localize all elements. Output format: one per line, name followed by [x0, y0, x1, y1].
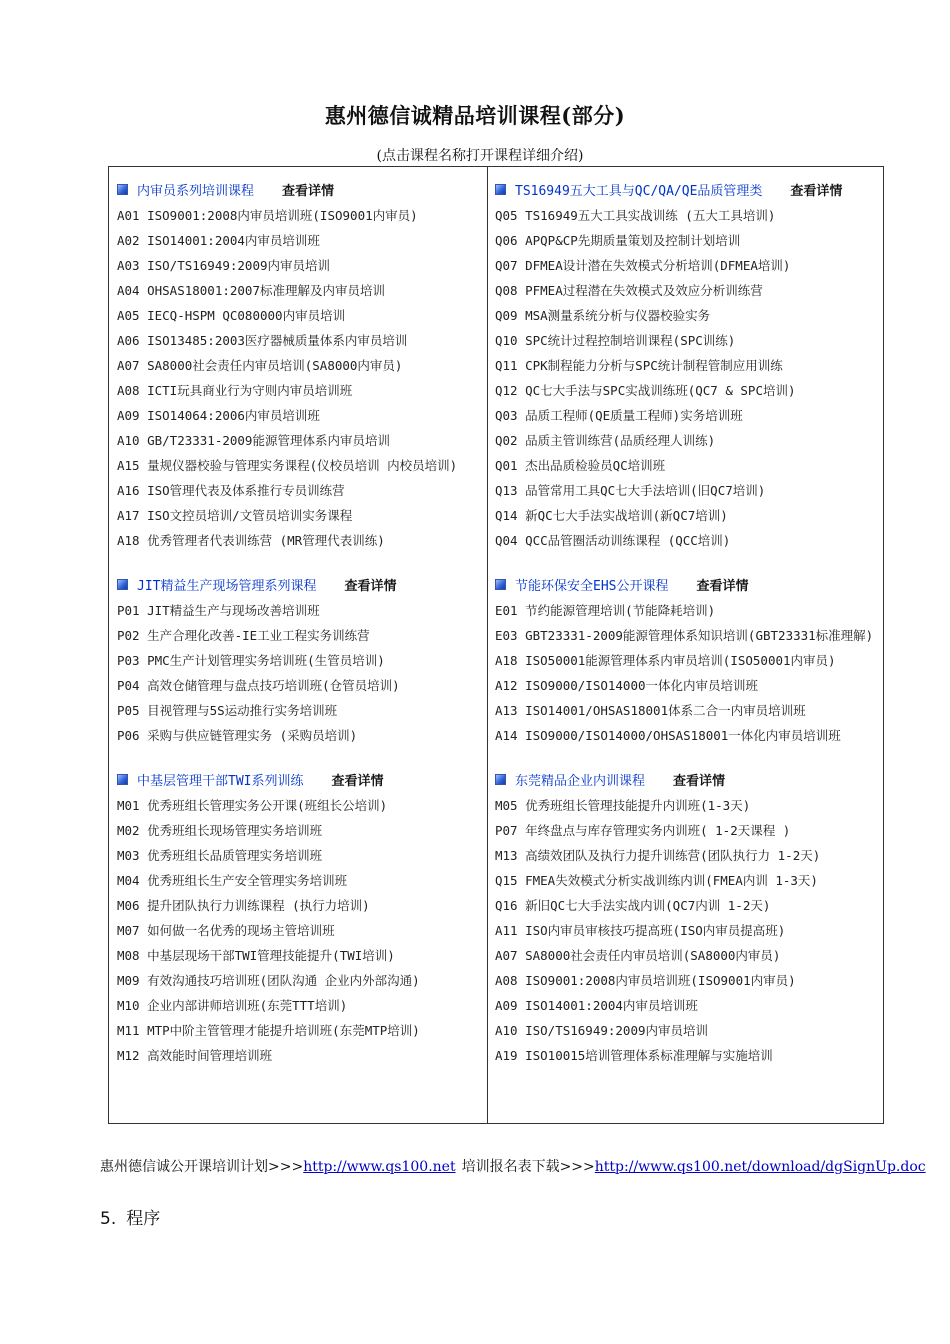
procedure-number: 5.: [100, 1209, 117, 1229]
page-subtitle: (点击课程名称打开课程详细介绍): [376, 148, 584, 164]
course-link[interactable]: A10 ISO/TS16949:2009内审员培训: [495, 1023, 709, 1038]
course-link[interactable]: Q03 品质工程师(QE质量工程师)实务培训班: [495, 408, 743, 423]
section-title-link[interactable]: JIT精益生产现场管理系列课程: [137, 578, 317, 594]
course-link[interactable]: Q16 新旧QC七大手法实战内训(QC7内训 1-2天): [495, 898, 771, 913]
course-link[interactable]: A15 量规仪器校验与管理实务课程(仪校员培训 内校员培训): [117, 458, 458, 473]
course-section: [117, 769, 479, 1068]
course-link[interactable]: A19 ISO10015培训管理体系标准理解与实施培训: [495, 1048, 773, 1063]
view-details-link[interactable]: 查看详情: [331, 773, 384, 789]
signup-link[interactable]: http://www.qs100.net/download/dgSignUp.doc: [594, 1159, 926, 1175]
footer-links: [100, 1156, 926, 1176]
course-link[interactable]: P04 高效仓储管理与盘点技巧培训班(仓管员培训): [117, 678, 400, 693]
signup-text: 培训报名表下载>>>: [461, 1159, 595, 1175]
bullet-square-icon: [117, 774, 128, 785]
bullet-square-icon: [495, 579, 506, 590]
procedure-label: 程序: [126, 1209, 161, 1229]
course-link[interactable]: Q05 TS16949五大工具实战训练 (五大工具培训): [495, 208, 776, 223]
section-title-link[interactable]: 节能环保安全EHS公开课程: [515, 578, 669, 594]
course-link[interactable]: Q06 APQP&CP先期质量策划及控制计划培训: [495, 233, 741, 248]
course-link[interactable]: M04 优秀班组长生产安全管理实务培训班: [117, 873, 348, 888]
course-link[interactable]: A02 ISO14001:2004内审员培训班: [117, 233, 320, 248]
course-link[interactable]: Q12 QC七大手法与SPC实战训练班(QC7 & SPC培训): [495, 383, 796, 398]
course-link[interactable]: M13 高绩效团队及执行力提升训练营(团队执行力 1-2天): [495, 848, 821, 863]
course-link[interactable]: M10 企业内部讲师培训班(东莞TTT培训): [117, 998, 348, 1013]
bullet-square-icon: [117, 579, 128, 590]
course-link[interactable]: Q13 品管常用工具QC七大手法培训(旧QC7培训): [495, 483, 766, 498]
course-link[interactable]: M08 中基层现场干部TWI管理技能提升(TWI培训): [117, 948, 395, 963]
page-title: 惠州德信诚精品培训课程(部分): [324, 103, 626, 128]
course-link[interactable]: Q04 QCC品管圈活动训练课程 (QCC培训): [495, 533, 731, 548]
plan-text: 惠州德信诚公开课培训计划>>>: [100, 1159, 304, 1175]
course-link[interactable]: A08 ICTI玩具商业行为守则内审员培训班: [117, 383, 353, 398]
view-details-link[interactable]: 查看详情: [282, 183, 335, 199]
course-section: [117, 179, 479, 553]
section-header: [117, 769, 479, 789]
section-title-link[interactable]: 内审员系列培训课程: [137, 183, 255, 199]
bullet-square-icon: [495, 774, 506, 785]
bullet-square-icon: [495, 184, 506, 195]
view-details-link[interactable]: 查看详情: [344, 578, 397, 594]
course-link[interactable]: A13 ISO14001/OHSAS18001体系二合一内审员培训班: [495, 703, 806, 718]
course-link[interactable]: Q15 FMEA失效模式分析实战训练内训(FMEA内训 1-3天): [495, 873, 818, 888]
course-link[interactable]: P07 年终盘点与库存管理实务内训班( 1-2天课程 ): [495, 823, 791, 838]
course-link[interactable]: M07 如何做一名优秀的现场主管培训班: [117, 923, 335, 938]
view-details-link[interactable]: 查看详情: [790, 183, 843, 199]
view-details-link[interactable]: 查看详情: [696, 578, 749, 594]
course-link[interactable]: Q11 CPK制程能力分析与SPC统计制程管制应用训练: [495, 358, 783, 373]
course-link[interactable]: P02 生产合理化改善-IE工业工程实务训练营: [117, 628, 370, 643]
course-link[interactable]: P06 采购与供应链管理实务 (采购员培训): [117, 728, 358, 743]
course-link[interactable]: M02 优秀班组长现场管理实务培训班: [117, 823, 323, 838]
section-header: [117, 179, 479, 199]
course-link[interactable]: A18 ISO50001能源管理体系内审员培训(ISO50001内审员): [495, 653, 836, 668]
course-link[interactable]: M11 MTP中阶主管管理才能提升培训班(东莞MTP培训): [117, 1023, 420, 1038]
course-link[interactable]: A07 SA8000社会责任内审员培训(SA8000内审员): [495, 948, 781, 963]
course-link[interactable]: A17 ISO文控员培训/文管员培训实务课程: [117, 508, 353, 523]
course-link[interactable]: A09 ISO14064:2006内审员培训班: [117, 408, 320, 423]
course-link[interactable]: P05 目视管理与5S运动推行实务培训班: [117, 703, 338, 718]
course-link[interactable]: A07 SA8000社会责任内审员培训(SA8000内审员): [117, 358, 403, 373]
course-link[interactable]: Q08 PFMEA过程潜在失效模式及效应分析训练营: [495, 283, 763, 298]
course-section: [495, 574, 879, 748]
course-link[interactable]: M03 优秀班组长品质管理实务培训班: [117, 848, 323, 863]
plan-link[interactable]: http://www.qs100.net: [303, 1159, 456, 1175]
course-link[interactable]: E01 节约能源管理培训(节能降耗培训): [495, 603, 716, 618]
course-link[interactable]: P01 JIT精益生产与现场改善培训班: [117, 603, 320, 618]
procedure-heading: [100, 1204, 160, 1229]
course-link[interactable]: M01 优秀班组长管理实务公开课(班组长公培训): [117, 798, 388, 813]
course-link[interactable]: M06 提升团队执行力训练课程 (执行力培训): [117, 898, 370, 913]
section-header: [495, 769, 879, 789]
course-table: [108, 166, 884, 1124]
course-link[interactable]: A08 ISO9001:2008内审员培训班(ISO9001内审员): [495, 973, 796, 988]
view-details-link[interactable]: 查看详情: [673, 773, 726, 789]
course-link[interactable]: Q02 品质主管训练营(品质经理人训练): [495, 433, 716, 448]
course-link[interactable]: A12 ISO9000/ISO14000一体化内审员培训班: [495, 678, 759, 693]
course-link[interactable]: P03 PMC生产计划管理实务培训班(生管员培训): [117, 653, 385, 668]
course-link[interactable]: A14 ISO9000/ISO14000/OHSAS18001一体化内审员培训班: [495, 728, 841, 743]
course-link[interactable]: E03 GBT23331-2009能源管理体系知识培训(GBT23331标准理解): [495, 628, 874, 643]
right-column: [495, 179, 879, 1089]
course-link[interactable]: M05 优秀班组长管理技能提升内训班(1-3天): [495, 798, 751, 813]
course-link[interactable]: A03 ISO/TS16949:2009内审员培训: [117, 258, 331, 273]
course-link[interactable]: A18 优秀管理者代表训练营 (MR管理代表训练): [117, 533, 385, 548]
section-title-link[interactable]: TS16949五大工具与QC/QA/QE品质管理类: [515, 183, 763, 199]
section-header: [117, 574, 479, 594]
course-section: [117, 574, 479, 748]
section-header: [495, 179, 879, 199]
course-link[interactable]: Q09 MSA测量系统分析与仪器校验实务: [495, 308, 711, 323]
section-title-link[interactable]: 东莞精品企业内训课程: [515, 773, 646, 789]
course-link[interactable]: M12 高效能时间管理培训班: [117, 1048, 273, 1063]
course-link[interactable]: A10 GB/T23331-2009能源管理体系内审员培训: [117, 433, 390, 448]
course-link[interactable]: A06 ISO13485:2003医疗器械质量体系内审员培训: [117, 333, 408, 348]
course-link[interactable]: A09 ISO14001:2004内审员培训班: [495, 998, 698, 1013]
course-section: [495, 769, 879, 1068]
column-divider: [487, 167, 488, 1123]
course-link[interactable]: A16 ISO管理代表及体系推行专员训练营: [117, 483, 345, 498]
section-header: [495, 574, 879, 594]
course-link[interactable]: A04 OHSAS18001:2007标准理解及内审员培训: [117, 283, 385, 298]
course-section: [495, 179, 879, 553]
course-link[interactable]: A01 ISO9001:2008内审员培训班(ISO9001内审员): [117, 208, 418, 223]
course-link[interactable]: M09 有效沟通技巧培训班(团队沟通 企业内外部沟通): [117, 973, 420, 988]
course-link[interactable]: A05 IECQ-HSPM QC080000内审员培训: [117, 308, 346, 323]
course-link[interactable]: Q10 SPC统计过程控制培训课程(SPC训练): [495, 333, 736, 348]
left-column: [117, 179, 479, 1089]
course-link[interactable]: A11 ISO内审员审核技巧提高班(ISO内审员提高班): [495, 923, 786, 938]
course-link[interactable]: Q01 杰出品质检验员QC培训班: [495, 458, 666, 473]
bullet-square-icon: [117, 184, 128, 195]
course-link[interactable]: Q07 DFMEA设计潜在失效模式分析培训(DFMEA培训): [495, 258, 791, 273]
course-link[interactable]: Q14 新QC七大手法实战培训(新QC7培训): [495, 508, 728, 523]
section-title-link[interactable]: 中基层管理干部TWI系列训练: [137, 773, 304, 789]
